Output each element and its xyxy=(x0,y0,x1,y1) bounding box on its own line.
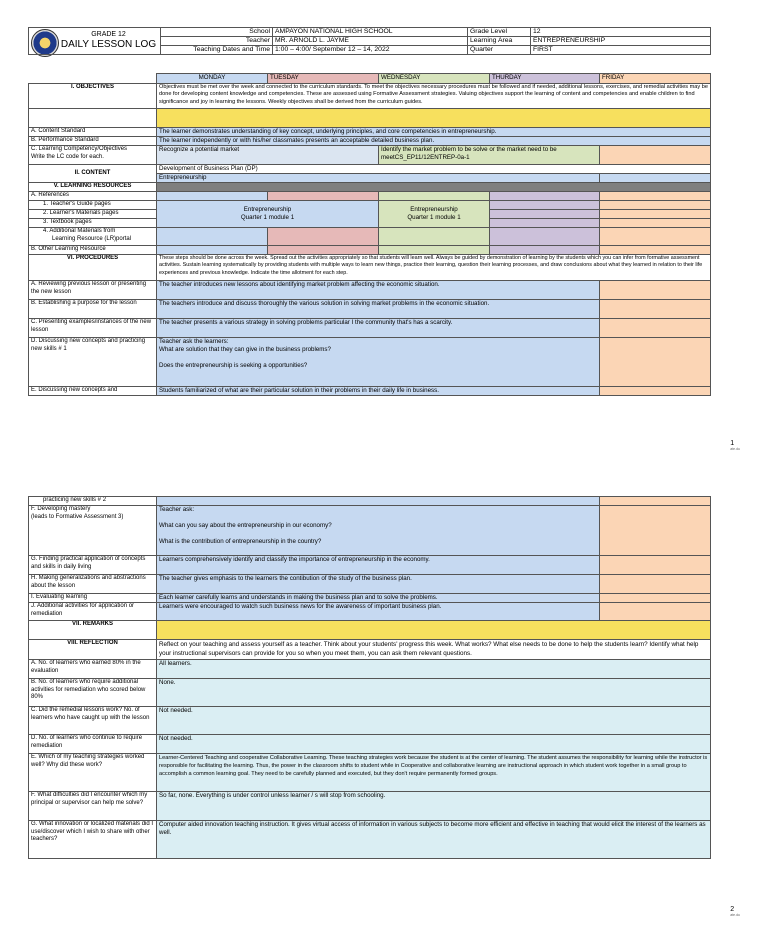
competency-label-line2: Write the LC code for each. xyxy=(31,153,104,160)
ref-item-tg: 1. Teacher's Guide pages xyxy=(29,201,157,210)
proc-b-label: B. Establishing a purpose for the lesson xyxy=(29,300,157,319)
teacher-label: Teacher xyxy=(161,37,273,46)
proc-g-text: Learners comprehensively identify and classify the importance of entrepreneurship in the economy. xyxy=(157,556,600,575)
school-value: AMPAYON NATIONAL HIGH SCHOOL xyxy=(273,28,468,37)
teacher-value: MR. ARNOLD L. JAYME xyxy=(273,37,468,46)
grade-heading: GRADE 12 xyxy=(91,31,126,38)
day-monday: MONDAY xyxy=(157,74,268,84)
content-line2: Entrepreneurship xyxy=(157,174,600,183)
proc-a-text: The teacher introduces new lessons about identifying market problem affecting the economic situation. xyxy=(157,281,600,300)
refl-g-text: Computer aided innovation teaching instruction. It gives virtual access of information in various subjects to become more efficient and effective in teaching that would elicit the interest of the learners as well. xyxy=(157,821,711,859)
procedures-text: These steps should be done across the week. Spread out the activities appropriately so that students will learn well. Always be guided by demonstration of learning by the students which you can infer from formative assessment activities. Sustain learning systematically by providing students with multiple ways to learn new things, practice their learning, question their learning processes, and draw conclusions about what they learned in relation to their life experiences and previous knowledge. Indicate the time allotment for each step. xyxy=(157,255,711,281)
proc-a-label: A. Reviewing previous lesson or presenting the new lesson xyxy=(29,281,157,300)
quarter-value: FIRST xyxy=(531,46,711,55)
remarks-cell xyxy=(157,621,711,640)
refl-e-label: E. Which of my teaching strategies worked well? Why did these work? xyxy=(29,754,157,792)
dates-value: 1:00 – 4:00/ September 12 – 14, 2022 xyxy=(273,46,468,55)
refl-c-text: Not needed. xyxy=(157,707,711,735)
content-standard-text: The learner demonstrates understanding of key concept, underlying principles, and core competencies in entrepreneurship. xyxy=(157,128,711,137)
competency-label-line1: C. Learning Competency/Objectives xyxy=(31,146,128,152)
lesson-table-page2 xyxy=(28,496,711,859)
refl-e-text: Learner-Centered Teaching and cooperative Collaborative Learning. These teaching strategies work because the student is at the center of learning. The student assumes the responsibility for learning while the instructor is responsible for facilitating the learning. Thus, the power in the classroom shifts to student while in Cooperative and collaborative learning are instructional approach in which student work together in a small group to accomplish a common learning goal. They need to be carefully planned and executed, but they don't require permanently formed groups. xyxy=(157,754,711,792)
learning-resources-label: V. LEARNING RESOURCES xyxy=(29,183,157,192)
refl-f-text: So far, none. Everything is under control unless learner / s will stop from schooling. xyxy=(157,792,711,821)
proc-d-text: Teacher ask the learners: What are solution that they can give in the business problems? Does the entrepreneurship is seeking a opportunities? xyxy=(157,338,600,387)
page-2 xyxy=(0,472,768,932)
proc-f-label: F. Developing mastery (leads to Formative Assessment 3) xyxy=(29,506,157,556)
remarks-label: VII. REMARKS xyxy=(29,621,157,640)
proc-i-text: Each learner carefully learns and understands in making the business plan and to solve the problems. xyxy=(157,594,600,603)
learning-area-value: ENTREPRENEURSHIP xyxy=(531,37,711,46)
proc-c-label: C. Presenting examples/instances of the new lesson xyxy=(29,319,157,338)
proc-d-label: D. Discussing new concepts and practicing new skills # 1 xyxy=(29,338,157,387)
refl-a-label: A. No. of learners who earned 80% in the evaluation xyxy=(29,660,157,679)
competency-wednesday: Identify the market problem to be solve or the market need to be meetCS_EP11/12ENTREP-0a-1 xyxy=(379,146,600,165)
ref-item-textbook: 3. Textbook pages xyxy=(29,219,157,228)
refl-a-text: All learners. xyxy=(157,660,711,679)
day-wednesday: WEDNESDAY xyxy=(379,74,490,84)
content-label: II. CONTENT xyxy=(29,165,157,183)
references-label: A. References xyxy=(29,192,157,201)
proc-h-label: H. Making generalizations and abstractions about the lesson xyxy=(29,575,157,594)
grade-level-value: 12 xyxy=(531,28,711,37)
ref-item-lm: 2. Learner's Materials pages xyxy=(29,210,157,219)
dll-title: DAILY LESSON LOG xyxy=(60,39,157,50)
objectives-text: Objectives must be met over the week and connected to the curriculum standards. To meet the objectives necessary procedures must be followed and if needed, additional lessons, exercises, and remedial activities may be done for developing content knowledge and competencies. These are assessed using Formative Assessment strategies. Valuing objectives support the learning of content and competencies and enable children to find significance and joy in learning the lessons. Weekly objectives shall be derived from the curriculum guides. xyxy=(157,84,711,109)
day-thursday: THURDAY xyxy=(490,74,600,84)
objectives-highlight xyxy=(157,109,711,128)
procedures-label: VI. PROCEDURES xyxy=(29,255,157,281)
proc-j-text: Learners were encouraged to watch such business news for the awareness of important business plan. xyxy=(157,603,600,621)
refl-g-label: G. What innovation or localized materials did I use/discover which I wish to share with other teachers? xyxy=(29,821,157,859)
school-label: School xyxy=(161,28,273,37)
content-standard-label: A. Content Standard xyxy=(29,128,157,137)
day-tuesday: TUESDAY xyxy=(268,74,379,84)
proc-g-label: G. Finding practical application of concepts and skills in daily living xyxy=(29,556,157,575)
proc-h-text: The teacher gives emphasis to the learners the contibution of the study of the business plan. xyxy=(157,575,600,594)
competency-label xyxy=(29,146,157,165)
learning-area-label: Learning Area xyxy=(468,37,531,46)
header-table xyxy=(28,27,711,55)
refl-d-label: D. No. of learners who continue to require remediation xyxy=(29,735,157,754)
day-friday: FRIDAY xyxy=(600,74,711,84)
page-1 xyxy=(0,0,768,460)
learning-resources-bar xyxy=(157,183,711,192)
ref-monday: Entrepreneurship Quarter 1 module 1 xyxy=(157,201,379,228)
refl-b-text: None. xyxy=(157,679,711,707)
proc-b-text: The teachers introduce and discuss thoroughly the various solution in solving market problems in the economic situation. xyxy=(157,300,600,319)
proc-j-label: J. Additional activities for application or remediation xyxy=(29,603,157,621)
proc-e-label-part2: practicing new skills # 2 xyxy=(29,497,157,506)
reflection-text: Reflect on your teaching and assess yourself as a teacher. Think about your students' progress this week. What works? What else needs to be done to help the students learn? Identify what help your instructional supervisors can provide for you so when you meet them, you can ask them relevant questions. xyxy=(157,640,711,660)
competency-monday: Recognize a potential market xyxy=(157,146,379,165)
proc-i-label: I. Evaluating learning xyxy=(29,594,157,603)
refl-d-text: Not needed. xyxy=(157,735,711,754)
dates-label: Teaching Dates and Time xyxy=(161,46,273,55)
header-title-cell xyxy=(29,28,161,55)
ref-item-additional: 4. Additional Materials from Learning Resource (LR)portal xyxy=(29,228,157,246)
quarter-label: Quarter xyxy=(468,46,531,55)
objectives-label: I. OBJECTIVES xyxy=(29,84,157,109)
refl-c-label: C. Did the remedial lessons work? No. of learners who have caught up with the lesson xyxy=(29,707,157,735)
performance-standard-label: B. Performance Standard xyxy=(29,137,157,146)
proc-e-label-part1: E. Discussing new concepts and xyxy=(29,387,157,396)
proc-c-text: The teacher presents a various strategy in solving problems particular I the community that's has a scarcity. xyxy=(157,319,600,338)
proc-f-text: Teacher ask: What can you say about the entrepreneurship in our economy? What is the contribution of entrepreneurship in the country? xyxy=(157,506,600,556)
grade-level-label: Grade Level xyxy=(468,28,531,37)
page-number-1: 1 ate.du xyxy=(730,440,740,451)
reflection-label: VIII. REFLECTION xyxy=(29,640,157,660)
other-resources-label: B. Other Learning Resource xyxy=(29,246,157,255)
proc-e-text: Students familiarized of what are their particular solution in their problems in their daily life in business. xyxy=(157,387,600,396)
refl-f-label: F. What difficulties did I encounter which my principal or supervisor can help me solve? xyxy=(29,792,157,821)
page-number-2: 2 ate.du xyxy=(730,906,740,917)
ref-wednesday: Entrepreneurship Quarter 1 module 1 xyxy=(379,201,490,228)
lesson-table-page1 xyxy=(28,73,711,396)
content-line1: Development of Business Plan (DP) xyxy=(157,165,711,174)
refl-b-label: B. No. of learners who require additional activities for remediation who scored below 80% xyxy=(29,679,157,707)
performance-standard-text: The learner independently or with his/her classmates presents an acceptable detailed business plan. xyxy=(157,137,711,146)
